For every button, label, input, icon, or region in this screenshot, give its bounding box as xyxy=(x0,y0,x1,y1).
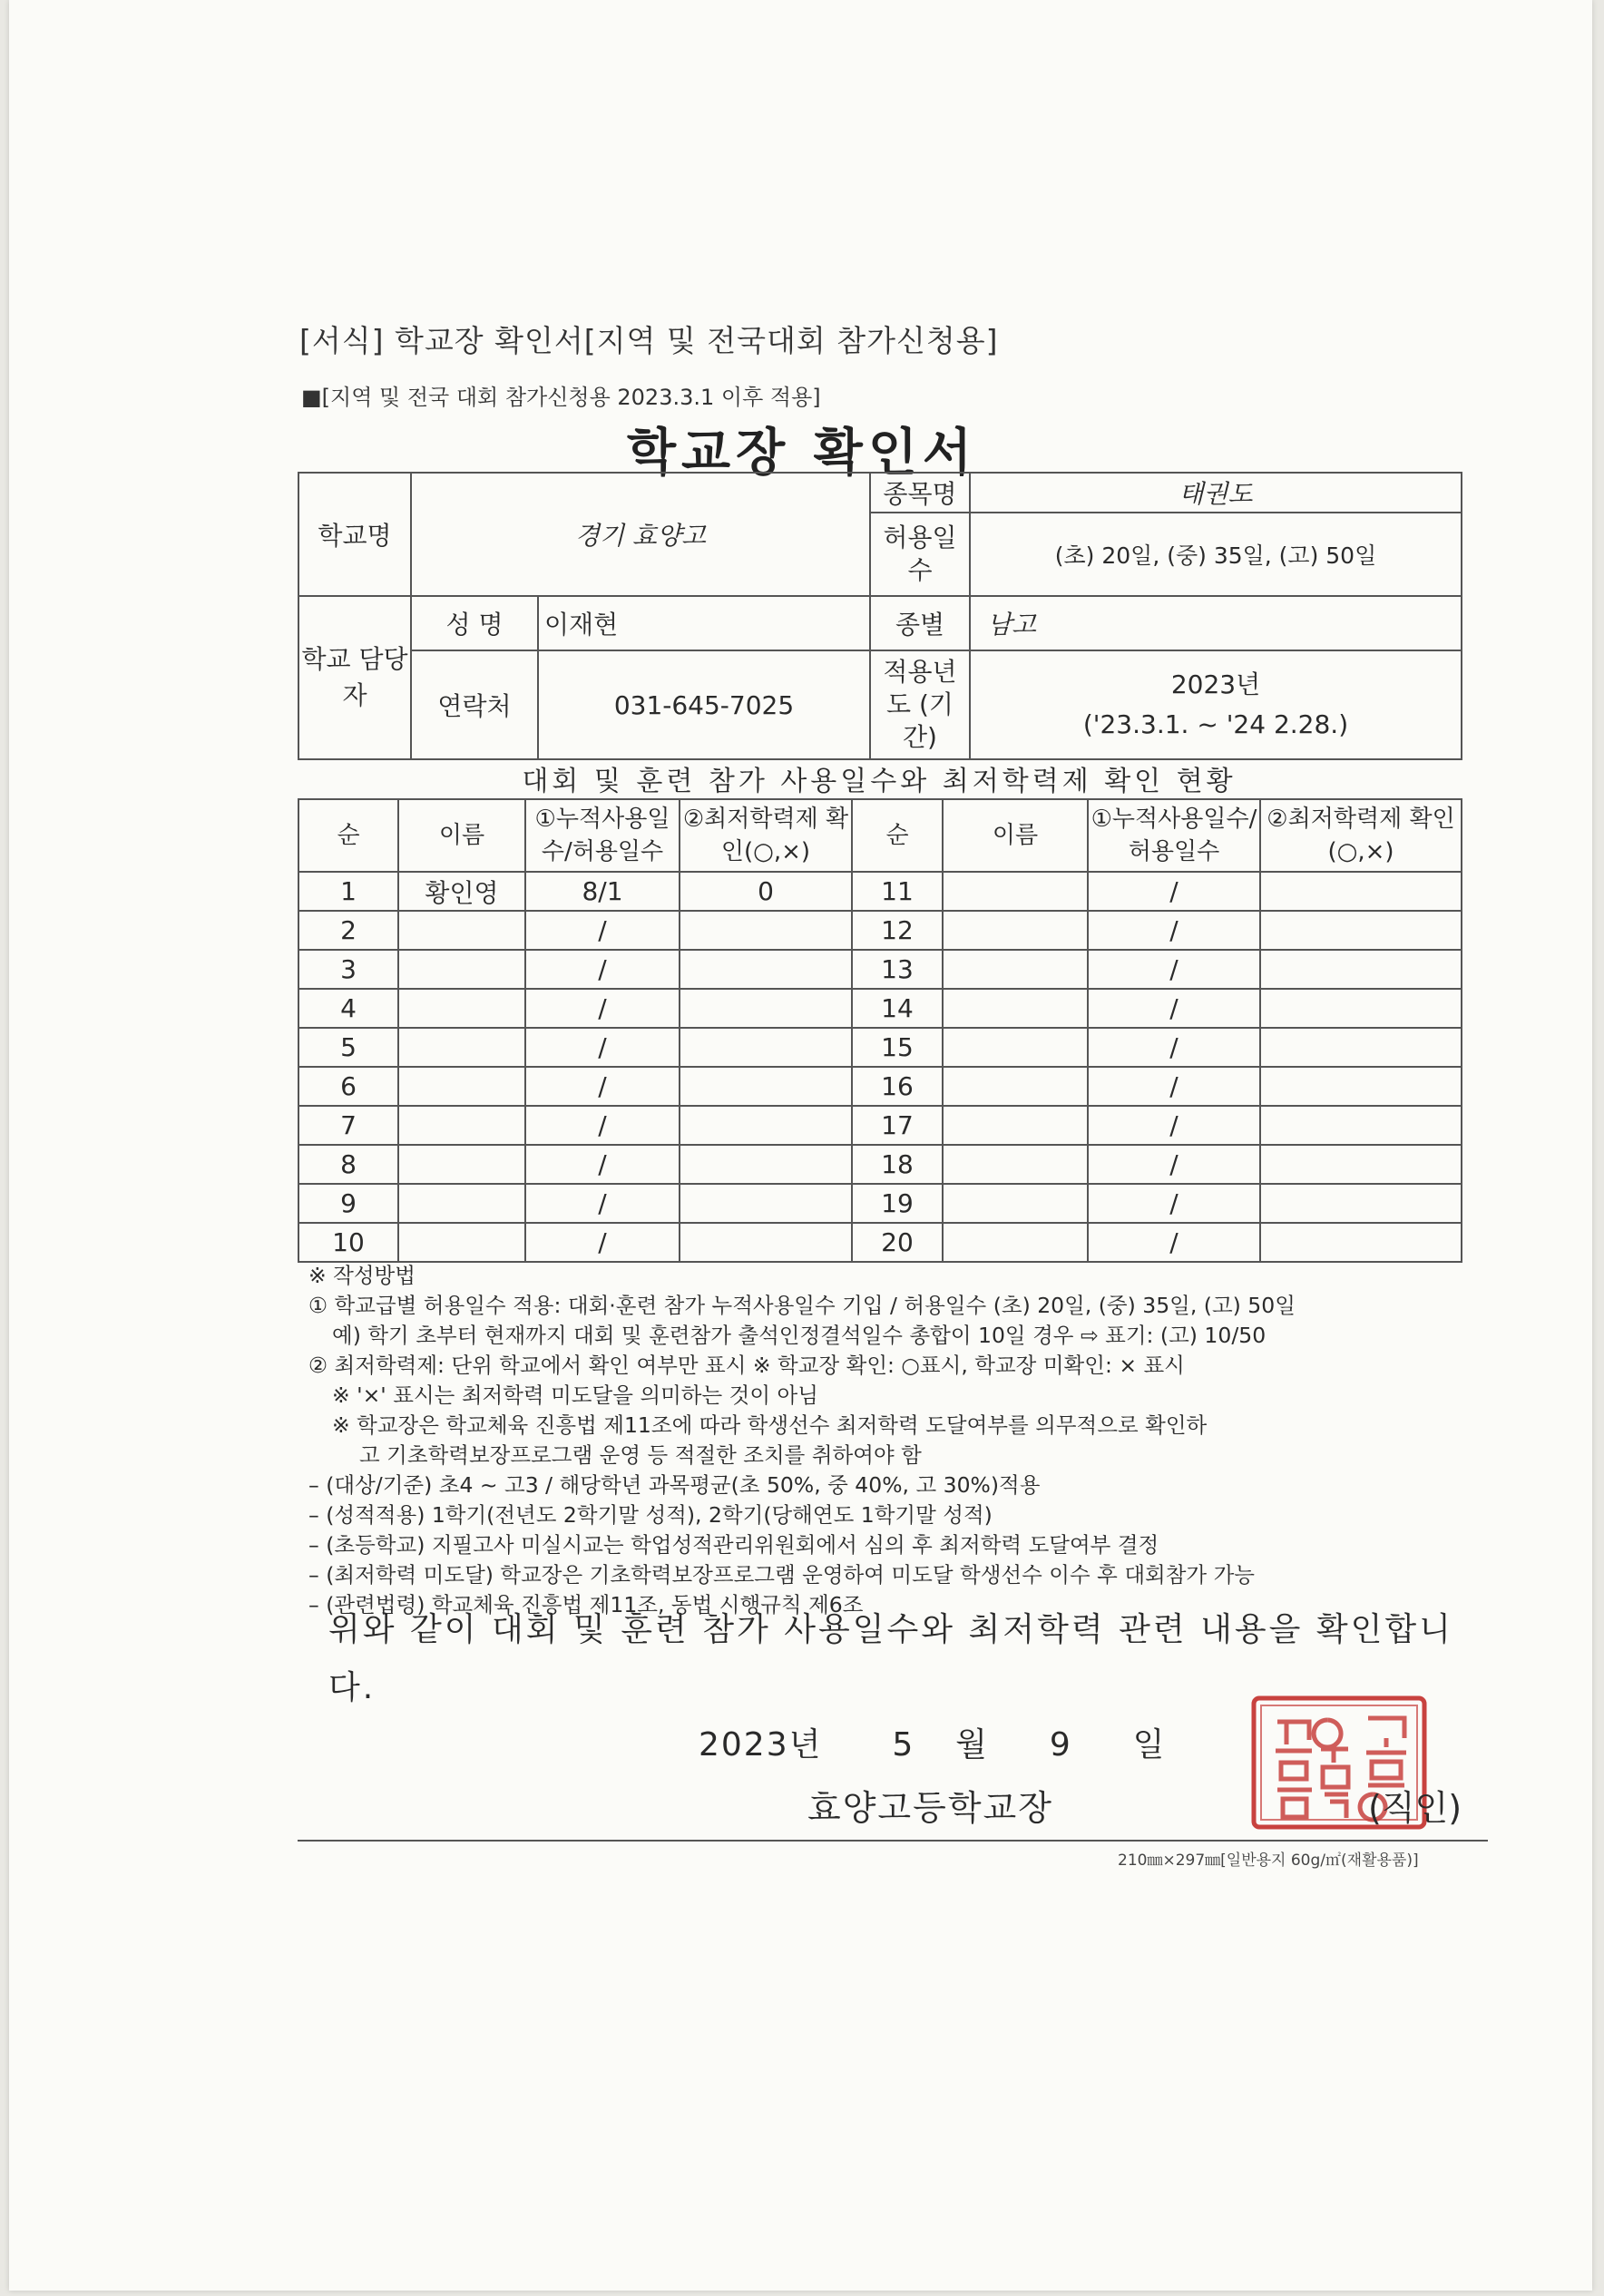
date-month: 5 xyxy=(892,1726,915,1764)
date-day: 9 xyxy=(1049,1726,1072,1764)
cell-days: / xyxy=(525,1028,680,1067)
cell-no: 4 xyxy=(298,989,398,1028)
event-label: 종목명 xyxy=(870,473,970,513)
cell-check xyxy=(1260,1223,1462,1262)
cell-no: 10 xyxy=(298,1223,398,1262)
cell-days: / xyxy=(525,989,680,1028)
note-line: 고 기초학력보장프로그램 운영 등 적절한 조치를 취하여야 함 xyxy=(359,1442,922,1468)
gender-label: 종별 xyxy=(870,596,970,650)
contact-value: 031-645-7025 xyxy=(538,650,870,759)
table-row xyxy=(298,1145,1462,1184)
header-order: 순 xyxy=(852,799,943,872)
note-line: – (관련법령) 학교체육 진흥법 제11조, 동법 시행규칙 제6조 xyxy=(308,1592,864,1617)
header-used-days: ①누적사용일수/허용일수 xyxy=(525,799,680,872)
cell-no: 12 xyxy=(852,911,943,950)
cell-name xyxy=(943,1028,1088,1067)
cell-days: 8/1 xyxy=(525,872,680,911)
cell-no: 11 xyxy=(852,872,943,911)
cell-days: / xyxy=(525,1106,680,1145)
cell-check xyxy=(680,950,852,989)
cell-days: / xyxy=(1088,989,1260,1028)
header-order: 순 xyxy=(298,799,398,872)
table-row xyxy=(298,1106,1462,1145)
header-min-academic: ②최저학력제 확인(○,×) xyxy=(680,799,852,872)
form-label: [서식] 학교장 확인서[지역 및 전국대회 참가신청용] xyxy=(299,323,999,358)
cell-check xyxy=(1260,989,1462,1028)
cell-days: / xyxy=(1088,1106,1260,1145)
cell-name xyxy=(943,911,1088,950)
cell-check xyxy=(680,1223,852,1262)
cell-name xyxy=(398,1184,525,1223)
event-value: 태권도 xyxy=(970,473,1462,513)
date-day-unit: 일 xyxy=(1132,1726,1167,1764)
manager-name-label: 성 명 xyxy=(411,596,538,650)
cell-name xyxy=(943,1106,1088,1145)
cell-check xyxy=(1260,950,1462,989)
header-name: 이름 xyxy=(943,799,1088,872)
period-label: 적용년도 (기간) xyxy=(870,650,970,759)
cell-name xyxy=(398,911,525,950)
cell-check xyxy=(1260,1106,1462,1145)
cell-no: 3 xyxy=(298,950,398,989)
note-line: ① 학교급별 허용일수 적용: 대회·훈련 참가 누적사용일수 기입 / 허용일수 (초) 20일, (중) 35일, (고) 50일 xyxy=(308,1293,1296,1318)
table-row xyxy=(298,1028,1462,1067)
apply-note: ■[지역 및 전국 대회 참가신청용 2023.3.1 이후 적용] xyxy=(301,385,821,410)
cell-name xyxy=(943,1223,1088,1262)
cell-no: 7 xyxy=(298,1106,398,1145)
period-value xyxy=(970,650,1462,759)
header-name: 이름 xyxy=(398,799,525,872)
cell-check xyxy=(680,1106,852,1145)
seal-label: (직인) xyxy=(1368,1788,1462,1828)
cell-check xyxy=(1260,1067,1462,1106)
manager-name-value: 이재현 xyxy=(538,596,870,650)
cell-no: 17 xyxy=(852,1106,943,1145)
status-title: 대회 및 훈련 참가 사용일수와 최저학력제 확인 현황 xyxy=(522,766,1237,797)
cell-no: 1 xyxy=(298,872,398,911)
allowed-days-label: 허용일수 xyxy=(870,513,970,596)
cell-check xyxy=(680,1145,852,1184)
header-used-days: ①누적사용일수/허용일수 xyxy=(1088,799,1260,872)
note-line: ※ 학교장은 학교체육 진흥법 제11조에 따라 학생선수 최저학력 도달여부를 의무적으로 확인하 xyxy=(332,1412,1208,1438)
cell-days: / xyxy=(525,1184,680,1223)
cell-days: / xyxy=(525,1145,680,1184)
table-row xyxy=(298,989,1462,1028)
bottom-rule xyxy=(298,1840,1488,1842)
table-row xyxy=(298,950,1462,989)
cell-no: 19 xyxy=(852,1184,943,1223)
cell-no: 15 xyxy=(852,1028,943,1067)
cell-days: / xyxy=(525,950,680,989)
allowed-days-value: (초) 20일, (중) 35일, (고) 50일 xyxy=(970,513,1462,596)
cell-name: 황인영 xyxy=(398,872,525,911)
status-table xyxy=(298,798,1462,1263)
note-line: ※ '×' 표시는 최저학력 미도달을 의미하는 것이 아님 xyxy=(332,1382,818,1408)
cell-days: / xyxy=(525,1223,680,1262)
cell-check xyxy=(1260,1184,1462,1223)
paper-spec: 210㎜×297㎜[일반용지 60g/㎡(재활용품)] xyxy=(1118,1851,1419,1870)
cell-name xyxy=(943,1145,1088,1184)
principal-title: 효양고등학교장 xyxy=(807,1788,1053,1828)
cell-check xyxy=(680,1028,852,1067)
note-line: ② 최저학력제: 단위 학교에서 확인 여부만 표시 ※ 학교장 확인: ○표시, 학교장 미확인: × 표시 xyxy=(308,1353,1185,1378)
cell-name xyxy=(398,950,525,989)
table-row xyxy=(298,872,1462,911)
cell-check xyxy=(1260,872,1462,911)
cell-check xyxy=(680,911,852,950)
cell-days: / xyxy=(525,1067,680,1106)
date-year: 2023년 xyxy=(699,1726,823,1764)
cell-days: / xyxy=(1088,950,1260,989)
cell-no: 16 xyxy=(852,1067,943,1106)
period-range: ('23.3.1. ~ '24 2.28.) xyxy=(1082,709,1349,739)
cell-no: 8 xyxy=(298,1145,398,1184)
cell-no: 20 xyxy=(852,1223,943,1262)
cell-name xyxy=(398,1028,525,1067)
contact-label: 연락처 xyxy=(411,650,538,759)
cell-days: / xyxy=(1088,872,1260,911)
issue-date xyxy=(699,1719,1166,1765)
table-row xyxy=(298,1184,1462,1223)
status-header-row xyxy=(298,799,1462,872)
cell-name xyxy=(398,1145,525,1184)
manager-label: 학교 담당자 xyxy=(298,596,411,759)
cell-no: 13 xyxy=(852,950,943,989)
note-line: – (초등학교) 지필고사 미실시교는 학업성적관리위원회에서 심의 후 최저학력 도달여부 결정 xyxy=(308,1532,1159,1558)
note-line: ※ 작성방법 xyxy=(308,1263,416,1288)
table-row xyxy=(298,911,1462,950)
cell-name xyxy=(943,1067,1088,1106)
cell-check xyxy=(680,1067,852,1106)
writing-notes xyxy=(308,1261,1488,1620)
cell-name xyxy=(398,1067,525,1106)
table-row xyxy=(298,1067,1462,1106)
cell-days: / xyxy=(525,911,680,950)
note-line: – (성적적용) 1학기(전년도 2학기말 성적), 2학기(당해연도 1학기말 성적) xyxy=(308,1502,993,1528)
cell-no: 14 xyxy=(852,989,943,1028)
cell-no: 2 xyxy=(298,911,398,950)
document-sheet xyxy=(9,0,1592,2291)
cell-days: / xyxy=(1088,1028,1260,1067)
cell-check xyxy=(680,1184,852,1223)
closing-statement: 위와 같이 대회 및 훈련 참가 사용일수와 최저학력 관련 내용을 확인합니다. xyxy=(328,1611,1453,1706)
cell-no: 6 xyxy=(298,1067,398,1106)
cell-check xyxy=(1260,911,1462,950)
cell-name xyxy=(398,989,525,1028)
cell-days: / xyxy=(1088,1184,1260,1223)
cell-days: / xyxy=(1088,1223,1260,1262)
table-row xyxy=(298,1223,1462,1262)
note-line: – (대상/기준) 초4 ~ 고3 / 해당학년 과목평균(초 50%, 중 40%, 고 30%)적용 xyxy=(308,1472,1041,1498)
cell-name xyxy=(943,1184,1088,1223)
school-name-label: 학교명 xyxy=(298,473,411,596)
cell-no: 9 xyxy=(298,1184,398,1223)
cell-no: 18 xyxy=(852,1145,943,1184)
cell-name xyxy=(943,872,1088,911)
school-info-table xyxy=(298,472,1462,760)
cell-no: 5 xyxy=(298,1028,398,1067)
cell-name xyxy=(943,950,1088,989)
note-line: – (최저학력 미도달) 학교장은 기초학력보장프로그램 운영하여 미도달 학생선수 이수 후 대회참가 가능 xyxy=(308,1562,1255,1588)
cell-check: 0 xyxy=(680,872,852,911)
cell-name xyxy=(943,989,1088,1028)
cell-days: / xyxy=(1088,1067,1260,1106)
header-min-academic: ②최저학력제 확인(○,×) xyxy=(1260,799,1462,872)
document-title: 학교장 확인서 xyxy=(626,424,978,483)
note-line: 예) 학기 초부터 현재까지 대회 및 훈련참가 출석인정결석일수 총합이 10일 경우 ⇨ 표기: (고) 10/50 xyxy=(332,1323,1267,1348)
date-month-unit: 월 xyxy=(955,1726,989,1764)
cell-check xyxy=(1260,1145,1462,1184)
cell-name xyxy=(398,1223,525,1262)
school-name-value: 경기 효양고 xyxy=(411,473,870,596)
gender-value: 남고 xyxy=(970,596,1462,650)
cell-check xyxy=(1260,1028,1462,1067)
cell-days: / xyxy=(1088,911,1260,950)
cell-check xyxy=(680,989,852,1028)
period-year: 2023년 xyxy=(1170,669,1261,699)
cell-days: / xyxy=(1088,1145,1260,1184)
cell-name xyxy=(398,1106,525,1145)
